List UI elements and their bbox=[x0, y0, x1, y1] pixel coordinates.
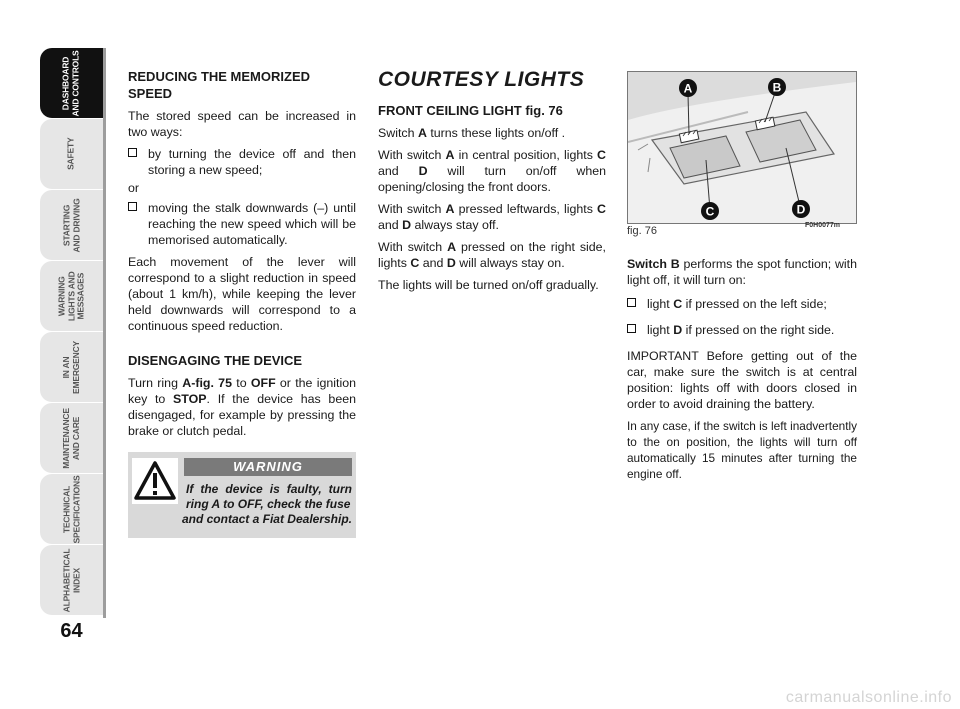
spot-list bbox=[627, 296, 857, 338]
warning-text: If the device is faulty, turn ring A to OFF, check the fuse and contact a Fiat Dealership. bbox=[181, 482, 352, 526]
callout-b bbox=[768, 78, 786, 96]
or-text: or bbox=[128, 181, 140, 195]
svg-text:D: D bbox=[796, 202, 806, 217]
auto-off-paragraph: In any case, if the switch is left inadvertently to the on position, the lights will turn off automatically 15 minutes after turning the engine off. bbox=[627, 419, 857, 481]
heading-reducing-speed: REDUCING THE MEMORIZED SPEED bbox=[128, 69, 310, 101]
ceiling-light-illustration bbox=[628, 72, 856, 223]
svg-text:A: A bbox=[683, 81, 693, 96]
watermark-url: carmanualsonline.info bbox=[785, 689, 952, 706]
heading-disengaging: DISENGAGING THE DEVICE bbox=[128, 353, 303, 368]
column-right bbox=[627, 256, 857, 488]
tab-label: DASHBOARD AND CONTROLS bbox=[61, 49, 81, 117]
checkbox-bullet-icon bbox=[128, 202, 137, 211]
tab-in-an-emergency[interactable] bbox=[40, 332, 103, 402]
tab-label: TECHNICAL SPECIFICATIONS bbox=[61, 475, 81, 543]
intro-text: The stored speed can be increased in two ways: bbox=[128, 109, 356, 139]
disengage-paragraph: Turn ring A-fig. 75 to OFF or the ignition key to STOP. If the device has been disengaged, for example by pressing the brake or clutch pedal. bbox=[128, 376, 356, 438]
list-item: by turning the device off and then storing a new speed; bbox=[128, 146, 356, 178]
paragraph-left: With switch A pressed leftwards, lights C and D always stay off. bbox=[378, 202, 606, 232]
list-item: light D if pressed on the right side. bbox=[627, 322, 857, 338]
lever-paragraph: Each movement of the lever will correspond to a slight reduction in speed (about 1 km/h), while keeping the lever held downwards will correspond to a continuous speed reduction. bbox=[128, 255, 356, 333]
warning-box bbox=[128, 452, 356, 538]
tab-technical-specifications[interactable] bbox=[40, 474, 103, 544]
paragraph-gradual: The lights will be turned on/off gradually. bbox=[378, 278, 599, 292]
important-paragraph: IMPORTANT Before getting out of the car, make sure the switch is at central position: lights off with doors closed in order to avoid draining the battery. bbox=[627, 349, 857, 411]
tab-alphabetical-index[interactable] bbox=[40, 545, 103, 615]
tab-dashboard-and-controls[interactable] bbox=[40, 48, 103, 118]
callout-c bbox=[701, 202, 719, 220]
tab-label: MAINTENANCE AND CARE bbox=[60, 407, 81, 469]
svg-text:B: B bbox=[772, 80, 782, 95]
warning-title: WARNING bbox=[184, 458, 352, 476]
list-item: moving the stalk downwards (–) until reaching the new speed which will be memorised automatically. bbox=[128, 200, 356, 248]
svg-text:C: C bbox=[705, 204, 715, 219]
figure-76 bbox=[627, 71, 857, 224]
list-item: light C if pressed on the left side; bbox=[627, 296, 857, 312]
tab-label: IN AN EMERGENCY bbox=[61, 340, 81, 394]
tab-label: SAFETY bbox=[65, 137, 76, 171]
chapter-tabs bbox=[0, 48, 108, 628]
callout-d bbox=[792, 200, 810, 218]
checkbox-bullet-icon bbox=[627, 298, 636, 307]
section-title: COURTESY LIGHTS bbox=[378, 68, 585, 91]
tab-label: STARTING AND DRIVING bbox=[61, 198, 81, 252]
figure-code: F0H0077m bbox=[805, 222, 841, 229]
figure-caption: fig. 76 bbox=[627, 225, 657, 237]
callout-a bbox=[679, 79, 697, 97]
paragraph-switch-b: Switch B performs the spot function; with light off, it will turn on: bbox=[627, 257, 857, 287]
ways-list bbox=[128, 146, 356, 178]
checkbox-bullet-icon bbox=[128, 148, 137, 157]
tab-label: WARNING LIGHTS AND MESSAGES bbox=[56, 271, 86, 321]
page-number: 64 bbox=[60, 620, 83, 642]
ways-list-2 bbox=[128, 200, 356, 248]
tab-safety[interactable] bbox=[40, 119, 103, 189]
tab-starting-and-driving[interactable] bbox=[40, 190, 103, 260]
paragraph-right: With switch A pressed on the right side, lights C and D will always stay on. bbox=[378, 240, 607, 270]
column-left bbox=[128, 68, 356, 445]
tab-label: ALPHABETICAL INDEX bbox=[61, 548, 81, 612]
column-middle bbox=[378, 68, 606, 299]
paragraph-switch-a: Switch A turns these lights on/off . bbox=[378, 126, 566, 140]
subheading-front-ceiling-light: FRONT CEILING LIGHT fig. 76 bbox=[378, 103, 563, 118]
checkbox-bullet-icon bbox=[627, 324, 636, 333]
tab-maintenance-and-care[interactable] bbox=[40, 403, 103, 473]
paragraph-central: With switch A in central position, lights C and D will turn on/off when opening/closing the front doors. bbox=[378, 148, 606, 194]
tab-warning-lights-and-messages[interactable] bbox=[40, 261, 103, 331]
